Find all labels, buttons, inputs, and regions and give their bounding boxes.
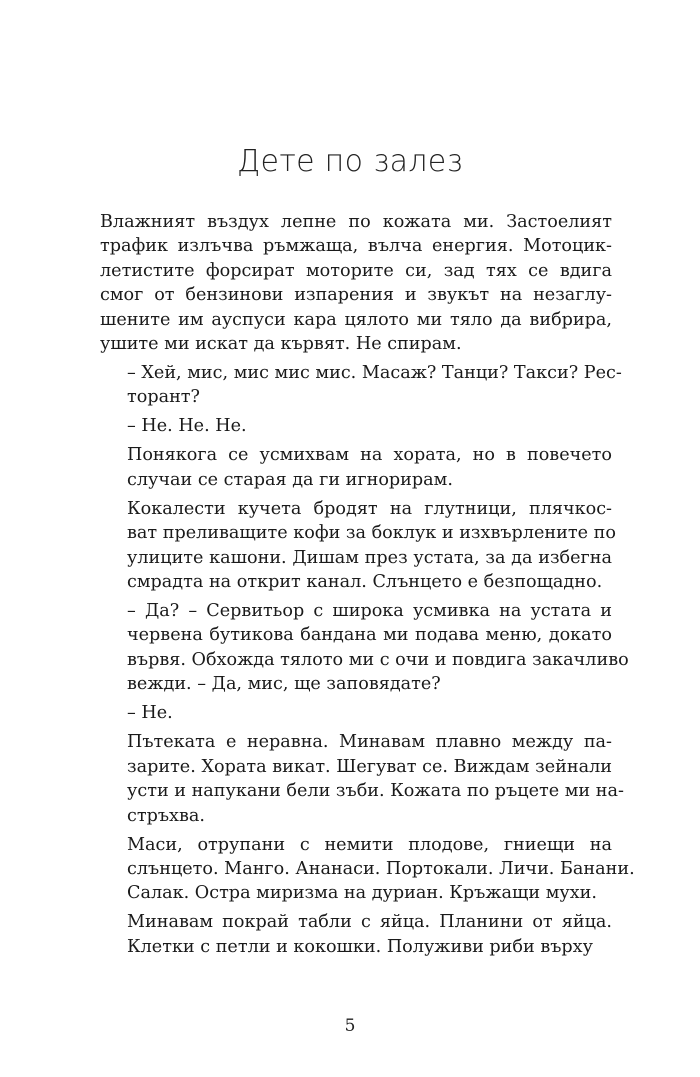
- text-line: Минавам покрай табли с яйца. Планини от яйца.: [127, 912, 612, 933]
- text-line: Салак. Остра миризма на дуриан. Кръжащи мухи.: [127, 883, 597, 904]
- text-line: – Да? – Сервитьор с широка усмивка на устата и: [127, 601, 612, 622]
- text-line: – Не.: [127, 703, 173, 724]
- page-number: 5: [344, 1016, 356, 1036]
- text-line: – Не. Не. Не.: [127, 416, 247, 437]
- paragraph: [100, 833, 635, 906]
- text-line: Понякога се усмихвам на хората, но в повечето: [127, 445, 612, 466]
- text-line: слънцето. Манго. Ананаси. Портокали. Личи. Банани.: [127, 858, 635, 879]
- chapter-body: [100, 210, 635, 964]
- text-line: Пътеката е неравна. Минавам плавно между па-: [127, 732, 612, 753]
- text-line: Влажният въздух лепне по кожата ми. Застоелият: [100, 212, 612, 232]
- text-line: вървя. Обхожда тялото ми с очи и повдига закачливо: [127, 649, 629, 670]
- paragraph: [100, 497, 616, 595]
- text-line: случаи се старая да ги игнорирам.: [127, 469, 453, 490]
- text-line: смог от бензинови изпарения и звукът на незаглу-: [100, 285, 612, 306]
- text-line: – Хей, мис, мис мис мис. Масаж? Танци? Такси? Рес-: [127, 363, 622, 384]
- paragraph: [100, 361, 622, 410]
- text-line: вежди. – Да, мис, ще заповядате?: [127, 674, 441, 695]
- text-line: шените им ауспуси кара цялото ми тяло да вибрира,: [100, 309, 612, 330]
- paragraph: [100, 443, 612, 492]
- text-line: торант?: [127, 387, 200, 408]
- text-line: ушите ми искат да кървят. Не спирам.: [100, 334, 462, 355]
- text-line: трафик излъчва ръмжаща, вълча енергия. Мотоцик-: [100, 236, 612, 257]
- paragraph: [100, 599, 629, 697]
- text-line: усти и напукани бели зъби. Кожата по ръцете ми на-: [127, 781, 624, 802]
- text-line: червена бутикова бандана ми подава меню, докато: [127, 625, 612, 646]
- text-line: зарите. Хората викат. Шегуват се. Виждам зейнали: [127, 756, 612, 777]
- text-line: улиците кашони. Дишам през устата, за да избегна: [127, 547, 612, 568]
- text-line: стръхва.: [127, 805, 205, 826]
- chapter-title: Дете по залез: [236, 144, 464, 180]
- paragraph: [100, 210, 612, 356]
- text-line: Клетки с петли и кокошки. Полуживи риби върху: [127, 936, 593, 957]
- text-line: смрадта на открит канал. Слънцето е безпощадно.: [127, 572, 603, 593]
- paragraph: [100, 701, 612, 725]
- text-line: летистите форсират моторите си, зад тях се вдига: [100, 260, 612, 281]
- text-line: Маси, отрупани с немити плодове, гниещи на: [127, 834, 612, 855]
- text-line: Кокалести кучета бродят на глутници, плячкос-: [127, 498, 612, 519]
- paragraph: [100, 414, 612, 438]
- paragraph: [100, 910, 612, 959]
- paragraph: [100, 730, 624, 828]
- text-line: ват преливащите кофи за боклук и изхвърлените по: [127, 523, 616, 544]
